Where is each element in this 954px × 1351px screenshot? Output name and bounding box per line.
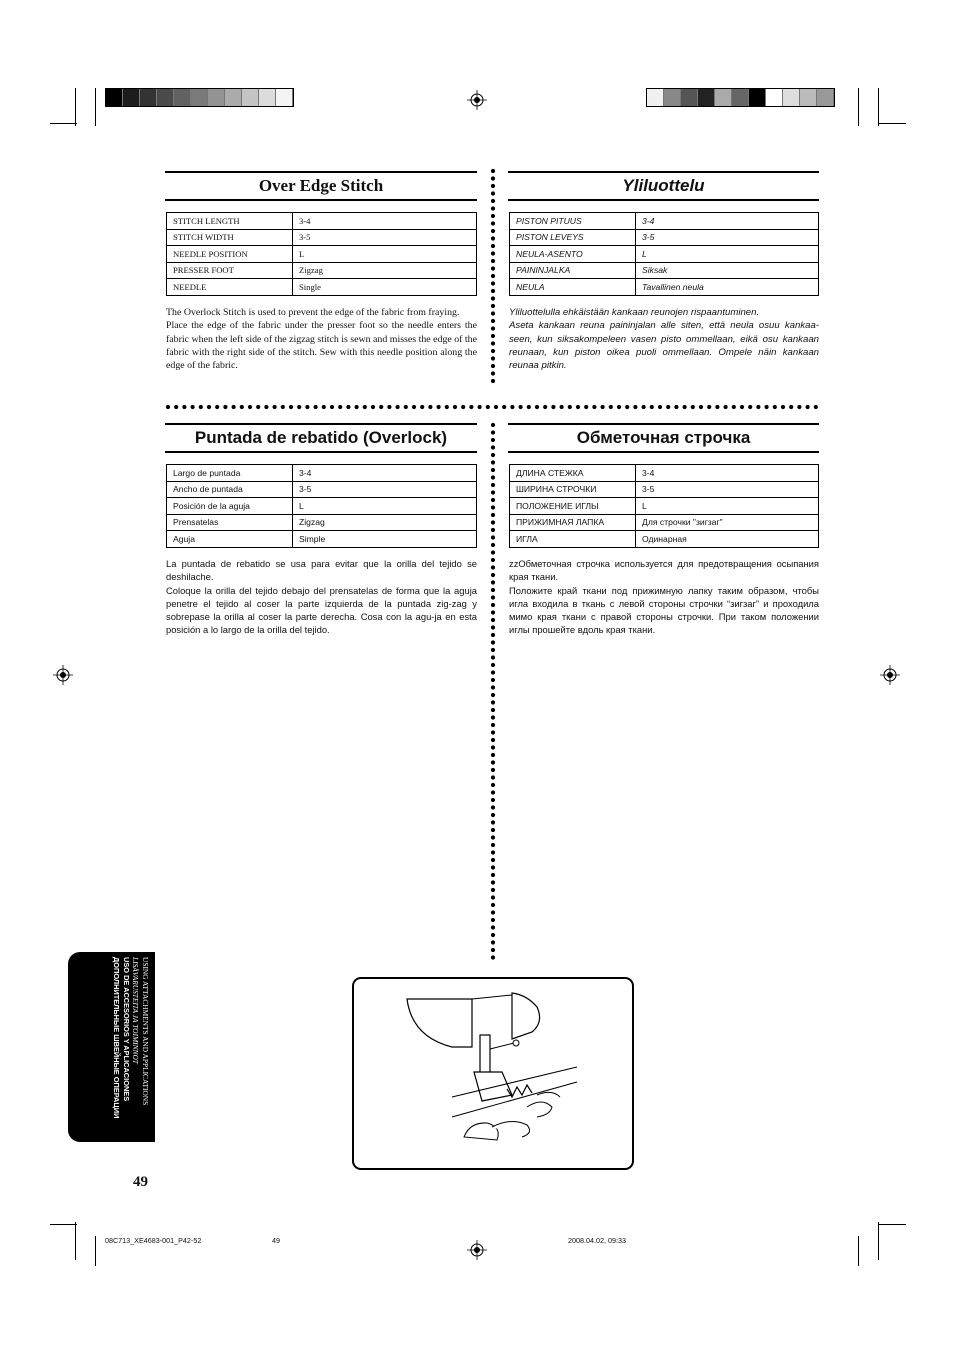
spec-label: ДЛИНА СТЕЖКА bbox=[510, 465, 636, 482]
chapter-side-tab-text bbox=[70, 957, 150, 1139]
description-ru bbox=[509, 557, 819, 637]
spec-row bbox=[510, 262, 819, 279]
spec-row bbox=[167, 531, 477, 548]
color-swatch bbox=[225, 89, 242, 106]
spec-value: Single bbox=[293, 279, 477, 296]
description-paragraph: Coloque la orilla del tejido debajo del prensatelas de forma que la aguja penetre el tejido al coser la parte izquierda de la puntada zig-zag y sobrepase la orilla al coser la parte derecha. Cosa con la agu-ja en esta posición a lo largo de la orilla del tejido. bbox=[166, 584, 477, 636]
spec-row bbox=[510, 229, 819, 246]
spec-label: Posición de la aguja bbox=[167, 498, 293, 515]
crop-mark bbox=[50, 1224, 77, 1225]
color-swatch bbox=[208, 89, 225, 106]
color-swatch bbox=[681, 89, 698, 106]
spec-value: 3-5 bbox=[636, 229, 819, 246]
spec-table-en bbox=[166, 212, 477, 296]
crop-mark bbox=[878, 1224, 906, 1225]
spec-label: Prensatelas bbox=[167, 514, 293, 531]
color-swatch bbox=[647, 89, 664, 106]
spec-label: NEEDLE POSITION bbox=[167, 246, 293, 263]
color-swatch bbox=[817, 89, 834, 106]
spec-row bbox=[167, 481, 477, 498]
color-swatch bbox=[766, 89, 783, 106]
spec-label: ШИРИНА СТРОЧКИ bbox=[510, 481, 636, 498]
spec-row bbox=[167, 213, 477, 230]
spec-row bbox=[167, 229, 477, 246]
color-swatch bbox=[191, 89, 208, 106]
description-fi bbox=[509, 306, 819, 372]
spec-label: Aguja bbox=[167, 531, 293, 548]
spec-label: PRESSER FOOT bbox=[167, 262, 293, 279]
spec-table-es bbox=[166, 464, 477, 548]
spec-value: Для строчки "зигзаг" bbox=[636, 514, 819, 531]
spec-row bbox=[510, 465, 819, 482]
description-paragraph: The Overlock Stitch is used to prevent the edge of the fabric from fraying. bbox=[166, 307, 460, 318]
vertical-dot-divider bbox=[490, 168, 496, 386]
color-swatch bbox=[157, 89, 174, 106]
spec-row bbox=[510, 279, 819, 296]
spec-row bbox=[510, 514, 819, 531]
section-title-en: Over Edge Stitch bbox=[165, 171, 477, 201]
description-paragraph: zzОбметочная строчка используется для предотвращения осыпания края ткани. bbox=[509, 558, 819, 583]
color-swatch bbox=[174, 89, 191, 106]
spec-label: ПОЛОЖЕНИЕ ИГЛЫ bbox=[510, 498, 636, 515]
spec-value: 3-4 bbox=[293, 213, 477, 230]
spec-label: PISTON LEVEYS bbox=[510, 229, 636, 246]
spec-label: PAININJALKA bbox=[510, 262, 636, 279]
spec-value: Zigzag bbox=[293, 514, 477, 531]
spec-value: 3-4 bbox=[293, 465, 477, 482]
tab-line-ru: ДОПОЛНИТЕЛЬНЫЕ ШВЕЙНЫЕ ОПЕРАЦИИ bbox=[112, 957, 122, 1119]
color-swatch bbox=[698, 89, 715, 106]
crop-mark bbox=[75, 1222, 76, 1260]
crop-mark bbox=[878, 123, 906, 124]
spec-value: L bbox=[636, 498, 819, 515]
color-swatch bbox=[123, 89, 140, 106]
tab-line-en: USING ATTACHMENTS AND APPLICATIONS bbox=[141, 957, 150, 1106]
spec-row bbox=[510, 213, 819, 230]
spec-row bbox=[167, 279, 477, 296]
color-swatch bbox=[242, 89, 259, 106]
color-calibration-bar-left bbox=[105, 88, 294, 107]
section-title-ru: Обметочная строчка bbox=[508, 423, 819, 453]
spec-value: Zigzag bbox=[293, 262, 477, 279]
registration-mark-icon bbox=[467, 1240, 487, 1260]
registration-mark-icon bbox=[467, 90, 487, 110]
description-paragraph: Yliluottelulla ehkäistään kankaan reunojen rispaantuminen. bbox=[509, 307, 760, 318]
color-swatch bbox=[783, 89, 800, 106]
color-swatch bbox=[800, 89, 817, 106]
overlock-sewing-illustration bbox=[352, 977, 634, 1170]
crop-mark bbox=[50, 123, 77, 124]
spec-row bbox=[510, 498, 819, 515]
spec-label: NEULA-ASENTO bbox=[510, 246, 636, 263]
spec-value: Simple bbox=[293, 531, 477, 548]
horizontal-dot-divider bbox=[165, 404, 820, 410]
spec-value: 3-5 bbox=[636, 481, 819, 498]
spec-value: 3-5 bbox=[293, 481, 477, 498]
color-swatch bbox=[664, 89, 681, 106]
spec-label: ПРИЖИМНАЯ ЛАПКА bbox=[510, 514, 636, 531]
crop-mark bbox=[95, 88, 96, 126]
spec-row bbox=[167, 246, 477, 263]
color-swatch bbox=[259, 89, 276, 106]
tab-line-fi: LISÄVARUSTEITA JA TOIMINNOT bbox=[131, 957, 141, 1064]
spec-row bbox=[167, 514, 477, 531]
spec-row bbox=[167, 465, 477, 482]
spec-label: NEEDLE bbox=[167, 279, 293, 296]
description-es bbox=[166, 557, 477, 637]
spec-value: Tavallinen neula bbox=[636, 279, 819, 296]
spec-table-ru bbox=[509, 464, 819, 548]
spec-value: Siksak bbox=[636, 262, 819, 279]
spec-value: Одинарная bbox=[636, 531, 819, 548]
spec-value: L bbox=[293, 498, 477, 515]
color-swatch bbox=[106, 89, 123, 106]
color-swatch bbox=[732, 89, 749, 106]
spec-row bbox=[510, 246, 819, 263]
color-swatch bbox=[276, 89, 293, 106]
spec-label: STITCH LENGTH bbox=[167, 213, 293, 230]
spec-row bbox=[510, 531, 819, 548]
spec-value: 3-4 bbox=[636, 213, 819, 230]
crop-mark bbox=[878, 1222, 879, 1260]
description-paragraph: La puntada de rebatido se usa para evitar que la orilla del tejido se deshilache. bbox=[166, 558, 477, 583]
color-calibration-bar-right bbox=[646, 88, 835, 107]
registration-mark-icon bbox=[880, 665, 900, 685]
footer-timestamp: 2008.04.02, 09:33 bbox=[568, 1236, 626, 1245]
description-paragraph: Aseta kankaan reuna paininjalan alle siten, että neula osuu kankaa-seen, kun siksakompeleen vasen pisto ommellaan, eikä osu kankaan reunaan, kun piston oikea puoli ommellaan. Ompele näin kankaan reunaa pitkin. bbox=[509, 320, 819, 372]
crop-mark bbox=[75, 88, 76, 126]
spec-value: L bbox=[636, 246, 819, 263]
description-paragraph: Положите край ткани под прижимную лапку таким образом, чтобы игла входила в ткань с левой стороны строчки “зигзаг” и проходила мимо края ткани с правой стороны строчки. При таком положении иглы прошейте вдоль края ткани. bbox=[509, 584, 819, 636]
registration-mark-icon bbox=[53, 665, 73, 685]
color-swatch bbox=[715, 89, 732, 106]
vertical-dot-divider bbox=[490, 422, 496, 962]
spec-value: 3-4 bbox=[636, 465, 819, 482]
crop-mark bbox=[858, 1236, 859, 1266]
page-number: 49 bbox=[133, 1174, 148, 1190]
spec-label: Largo de puntada bbox=[167, 465, 293, 482]
spec-label: STITCH WIDTH bbox=[167, 229, 293, 246]
spec-label: NEULA bbox=[510, 279, 636, 296]
crop-mark bbox=[878, 88, 879, 126]
footer-filename: 08C713_XE4683-001_P42-52 bbox=[105, 1236, 202, 1245]
spec-table-fi bbox=[509, 212, 819, 296]
spec-row bbox=[510, 481, 819, 498]
spec-label: PISTON PITUUS bbox=[510, 213, 636, 230]
section-title-fi: Yliluottelu bbox=[508, 171, 819, 201]
spec-row bbox=[167, 498, 477, 515]
description-en bbox=[166, 306, 477, 372]
crop-mark bbox=[95, 1236, 96, 1266]
color-swatch bbox=[749, 89, 766, 106]
tab-line-es: USO DE ACCESORIOS Y APLICACIONES bbox=[121, 957, 131, 1102]
spec-label: ИГЛА bbox=[510, 531, 636, 548]
spec-label: Ancho de puntada bbox=[167, 481, 293, 498]
footer-page: 49 bbox=[272, 1236, 280, 1245]
spec-value: L bbox=[293, 246, 477, 263]
crop-mark bbox=[858, 88, 859, 126]
description-paragraph: Place the edge of the fabric under the presser foot so the needle enters the fabric when the left side of the zigzag stitch is sewn and misses the edge of the fabric with the right side of the stitch. Sew with this needle position along the edge of the fabric. bbox=[166, 320, 477, 372]
spec-value: 3-5 bbox=[293, 229, 477, 246]
spec-row bbox=[167, 262, 477, 279]
color-swatch bbox=[140, 89, 157, 106]
section-title-es: Puntada de rebatido (Overlock) bbox=[165, 423, 477, 453]
